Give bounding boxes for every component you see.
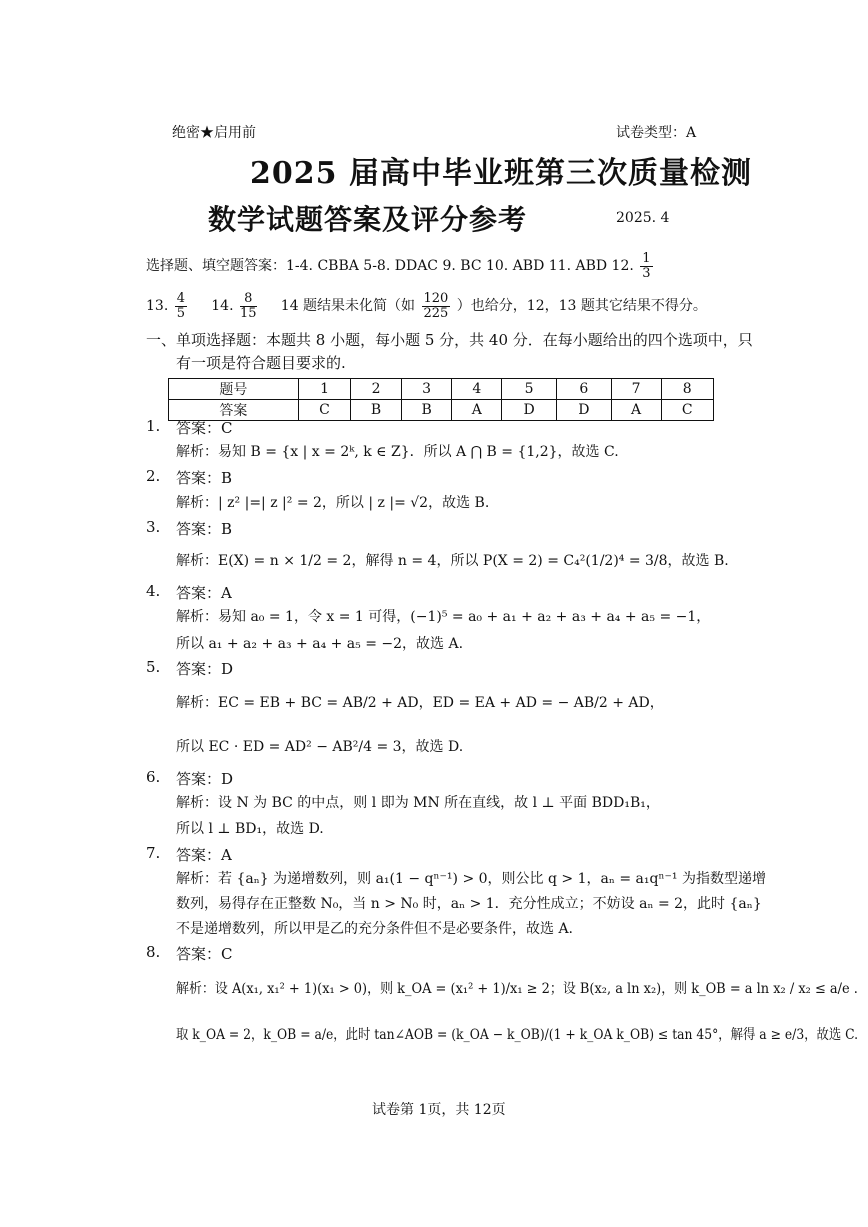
question-number: 5. bbox=[146, 658, 161, 676]
solution-line: 解析：E(X) = n × 1/2 = 2，解得 n = 4，所以 P(X = 2) = C₄²(1/2)⁴ = 3/8，故选 B. bbox=[176, 553, 729, 569]
table-cell: 2 bbox=[351, 379, 402, 400]
table-cell: D bbox=[502, 400, 557, 421]
solution-line: 所以 a₁ + a₂ + a₃ + a₄ + a₅ = −2，故选 A. bbox=[176, 636, 464, 652]
table-cell: C bbox=[298, 400, 350, 421]
table-cell: A bbox=[611, 400, 661, 421]
q13-fraction bbox=[175, 292, 187, 320]
answer-summary-line-2 bbox=[146, 292, 707, 320]
solution-line: 解析：| z² |=| z |² = 2，所以 | z |= √2，故选 B. bbox=[176, 495, 490, 511]
question-number: 6. bbox=[146, 768, 161, 786]
note-numerator: 120 bbox=[423, 291, 449, 306]
table-header-cell: 题号 bbox=[169, 379, 299, 400]
solution-line: 解析：若 {aₙ} 为递增数列，则 a₁(1 − qⁿ⁻¹) > 0，则公比 q > 1，aₙ = a₁qⁿ⁻¹ 为指数型递增 bbox=[176, 871, 766, 887]
solution-line: 不是递增数列，所以甲是乙的充分条件但不是必要条件，故选 A. bbox=[176, 921, 574, 937]
note-fraction bbox=[422, 292, 451, 320]
q13-numerator: 4 bbox=[176, 291, 185, 306]
table-cell: D bbox=[556, 400, 611, 421]
question-answer: 答案：C bbox=[176, 945, 233, 963]
solution-line: 数列，易得存在正整数 N₀，当 n > N₀ 时，aₙ > 1．充分性成立；不妨设 aₙ = 2，此时 {aₙ} bbox=[176, 896, 762, 912]
table-cell: C bbox=[661, 400, 713, 421]
question-number: 7. bbox=[146, 844, 161, 862]
table-cell: B bbox=[351, 400, 402, 421]
page-title: 2025 届高中毕业班第三次质量检测 bbox=[250, 156, 752, 191]
question-answer: 答案：C bbox=[176, 419, 233, 437]
solution-line: 所以 EC · ED = AD² − AB²/4 = 3，故选 D. bbox=[176, 739, 464, 755]
question-answer: 答案：B bbox=[176, 520, 233, 538]
question-number: 3. bbox=[146, 518, 161, 536]
solution-line: 解析：设 N 为 BC 的中点，则 l 即为 MN 所在直线，故 l ⊥ 平面 BDD₁B₁， bbox=[176, 795, 660, 811]
solution-line: 解析：EC = EB + BC = AB/2 + AD，ED = EA + AD = − AB/2 + AD， bbox=[176, 695, 664, 711]
question-answer: 答案：B bbox=[176, 469, 233, 487]
question-answer: 答案：A bbox=[176, 584, 232, 602]
table-row-numbers bbox=[169, 379, 714, 400]
question-answer: 答案：D bbox=[176, 660, 234, 678]
q12-fraction bbox=[640, 252, 652, 280]
q14-label: 14. bbox=[211, 298, 234, 315]
date: 2025. 4 bbox=[616, 210, 670, 226]
q13-denominator: 5 bbox=[176, 305, 185, 321]
question-number: 1. bbox=[146, 417, 161, 435]
table-cell: 5 bbox=[502, 379, 557, 400]
q13-label: 13. bbox=[146, 298, 169, 315]
note-denominator: 225 bbox=[423, 305, 449, 321]
table-cell: B bbox=[401, 400, 452, 421]
question-answer: 答案：D bbox=[176, 770, 234, 788]
q14-denominator: 15 bbox=[239, 305, 257, 321]
question-answer: 答案：A bbox=[176, 846, 232, 864]
solution-line: 所以 l ⊥ BD₁，故选 D. bbox=[176, 821, 324, 837]
secret-mark: 绝密★启用前 bbox=[172, 125, 256, 141]
table-cell: 4 bbox=[452, 379, 502, 400]
note-suffix: ）也给分，12，13 题其它结果不得分。 bbox=[456, 298, 707, 315]
table-cell: A bbox=[452, 400, 502, 421]
note-text: 14 题结果未化简（如 bbox=[280, 298, 416, 315]
solution-line: 解析：设 A(x₁, x₁² + 1)(x₁ > 0)，则 k_OA = (x₁² + 1)/x₁ ≥ 2；设 B(x₂, a ln x₂)，则 k_OB = a ln x₂ / x₂ ≤ a/e . bbox=[176, 981, 858, 997]
table-cell: 3 bbox=[401, 379, 452, 400]
page-footer: 试卷第 1页，共 12页 bbox=[372, 1102, 506, 1118]
q14-fraction bbox=[240, 292, 257, 320]
section-heading-line2: 有一项是符合题目要求的. bbox=[176, 354, 346, 372]
q12-numerator: 1 bbox=[642, 251, 651, 266]
table-cell: 1 bbox=[298, 379, 350, 400]
page-subtitle: 数学试题答案及评分参考 bbox=[208, 203, 528, 236]
question-number: 2. bbox=[146, 467, 161, 485]
solution-line: 解析：易知 a₀ = 1，令 x = 1 可得，(−1)⁵ = a₀ + a₁ + a₂ + a₃ + a₄ + a₅ = −1， bbox=[176, 609, 711, 625]
q12-denominator: 3 bbox=[642, 265, 651, 281]
section-heading: 一、单项选择题：本题共 8 小题，每小题 5 分，共 40 分．在每小题给出的四个选项中，只 bbox=[146, 331, 753, 349]
question-number: 8. bbox=[146, 943, 161, 961]
solution-line: 解析：易知 B = {x | x = 2ᵏ, k ∈ Z}．所以 A ⋂ B = {1,2}，故选 C. bbox=[176, 444, 619, 460]
answer-summary-text: 选择题、填空题答案：1-4. CBBA 5-8. DDAC 9. BC 10. ABD 11. ABD 12. bbox=[146, 258, 634, 275]
table-cell: 8 bbox=[661, 379, 713, 400]
table-header-cell: 答案 bbox=[169, 400, 299, 421]
table-row-answers bbox=[169, 400, 714, 421]
paper-type: 试卷类型：A bbox=[616, 125, 697, 141]
q14-numerator: 8 bbox=[240, 292, 257, 307]
question-number: 4. bbox=[146, 582, 161, 600]
table-cell: 7 bbox=[611, 379, 661, 400]
table-cell: 6 bbox=[556, 379, 611, 400]
answer-summary-line bbox=[146, 252, 655, 280]
solution-line: 取 k_OA = 2，k_OB = a/e，此时 tan∠AOB = (k_OA − k_OB)/(1 + k_OA k_OB) ≤ tan 45°，解得 a ≥ e/3，故选 C. bbox=[176, 1027, 859, 1043]
answer-table bbox=[168, 378, 714, 421]
